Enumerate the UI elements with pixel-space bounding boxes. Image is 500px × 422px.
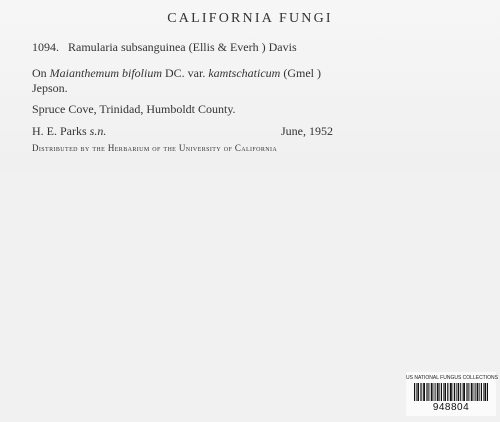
host-variety: kamtschaticum <box>208 66 281 80</box>
barcode-label <box>406 372 496 416</box>
barcode-caption: US NATIONAL FUNGUS COLLECTIONS <box>406 375 498 381</box>
host-mid: DC. var. <box>165 66 206 80</box>
host-suffix: (Gmel ) <box>283 66 321 80</box>
host-line <box>32 66 321 81</box>
label-heading: CALIFORNIA FUNGI <box>167 11 333 26</box>
host-author-line: Jepson. <box>32 81 68 95</box>
barcode-image <box>414 383 488 401</box>
host-prefix: On <box>32 66 47 80</box>
distributor-line: Distributed by the Herbarium of the University of California <box>32 143 278 153</box>
collector-line <box>32 124 106 139</box>
collector-name: H. E. Parks <box>32 124 87 138</box>
collection-date: June, 1952 <box>281 124 333 138</box>
barcode-number: 948804 <box>432 402 470 413</box>
taxon-line <box>32 40 297 55</box>
host-species: Maianthemum bifolium <box>49 66 162 80</box>
collector-note: s.n. <box>89 124 107 138</box>
specimen-number: 1094. <box>32 40 59 54</box>
taxon-name: Ramularia subsanguinea (Ellis & Everh ) Davis <box>68 40 297 54</box>
specimen-label <box>0 0 500 170</box>
locality-line: Spruce Cove, Trinidad, Humboldt County. <box>32 102 236 116</box>
